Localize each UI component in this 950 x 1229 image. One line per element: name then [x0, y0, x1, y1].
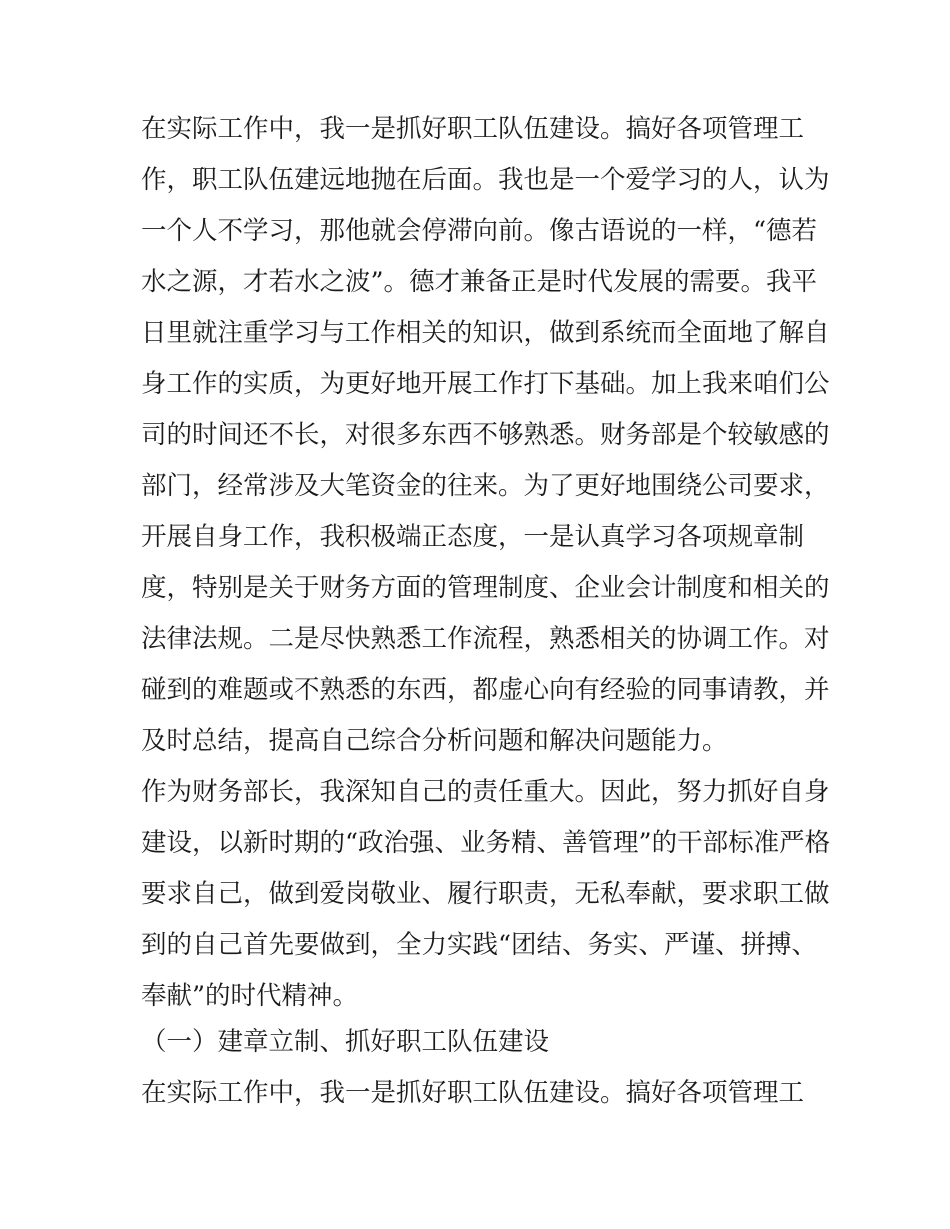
text-line: 到的自己首先要做到，全力实践“团结、务实、严谨、拼搏、	[141, 930, 818, 960]
text-line: 一个人不学习，那他就会停滞向前。像古语说的一样，“德若	[141, 216, 818, 246]
text-line: 作，职工队伍建远地抛在后面。我也是一个爱学习的人，认为	[141, 165, 830, 195]
text-line: 度，特别是关于财务方面的管理制度、企业会计制度和相关的	[141, 573, 830, 603]
text-line: 水之源，才若水之波”。德才兼备正是时代发展的需要。我平	[141, 267, 818, 297]
text-line: 日里就注重学习与工作相关的知识，做到系统而全面地了解自	[141, 318, 830, 348]
text-line: 身工作的实质，为更好地开展工作打下基础。加上我来咱们公	[141, 369, 830, 399]
text-line: 在实际工作中，我一是抓好职工队伍建设。搞好各项管理工	[141, 1078, 805, 1108]
text-line: 部门，经常涉及大笔资金的往来。为了更好地围绕公司要求，	[141, 471, 830, 501]
text-line: 建设，以新时期的“政治强、业务精、善管理”的干部标准严格	[141, 828, 831, 858]
text-line: 作为财务部长，我深知自己的责任重大。因此，努力抓好自身	[141, 777, 830, 807]
text-line: 碰到的难题或不熟悉的东西，都虚心向有经验的同事请教，并	[141, 675, 830, 705]
section-heading: （一）建章立制、抓好职工队伍建设	[141, 1027, 550, 1057]
text-line: 要求自己，做到爱岗敬业、履行职责，无私奉献，要求职工做	[141, 879, 830, 909]
text-line: 奉献”的时代精神。	[141, 981, 359, 1011]
text-line: 司的时间还不长，对很多东西不够熟悉。财务部是个较敏感的	[141, 420, 830, 450]
text-line: 开展自身工作，我积极端正态度，一是认真学习各项规章制	[141, 522, 805, 552]
text-line: 在实际工作中，我一是抓好职工队伍建设。搞好各项管理工	[141, 114, 805, 144]
text-line: 及时总结，提高自己综合分析问题和解决问题能力。	[141, 726, 728, 756]
text-line: 法律法规。二是尽快熟悉工作流程，熟悉相关的协调工作。对	[141, 624, 830, 654]
